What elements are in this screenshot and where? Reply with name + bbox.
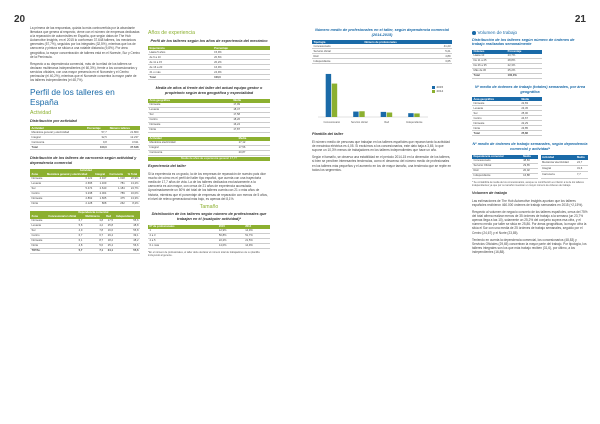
table-header: Órdenes [472, 50, 506, 54]
table-row [472, 131, 542, 136]
table-cell: 41,23 [363, 44, 452, 49]
table-cell: 2.004 [94, 191, 108, 196]
table-cell: 22,2% [217, 238, 243, 243]
table-cell: Centro [30, 233, 47, 238]
table-cell: 475 [108, 196, 126, 201]
table-header: Número talleres [108, 126, 140, 130]
table-cell: Independiente [472, 173, 522, 178]
table-cell: 14,0% [217, 243, 243, 248]
table5-title: Media de años al frente del taller del actual equipo gestor o propietario según área geográfica y especialidad [155, 86, 263, 95]
table-header: Media [520, 97, 542, 101]
table-cell: 55,8 [114, 228, 140, 233]
table-cell: 789 [108, 191, 126, 196]
table-cell: 100,0% [506, 74, 541, 79]
table-cell: 7,8 [84, 228, 105, 233]
table-cell: 5,21 [363, 49, 452, 54]
table-cell: 39,1 [114, 233, 140, 238]
table-cell: 1.469 [94, 181, 108, 186]
table-header: 2015 [217, 225, 243, 229]
table-cell: Noroeste [30, 196, 45, 201]
table-cell: 808 [94, 201, 108, 206]
table-cell: Mecánica general y electricidad [30, 130, 85, 135]
table-cell: 56,6 [114, 243, 140, 248]
table-cell: 22,83 [520, 101, 542, 106]
table-cell: Integral [148, 145, 237, 150]
table-cell: 21.800 [108, 130, 140, 135]
table-cell: 15,9% [213, 50, 270, 55]
table-cell: 3,65 [363, 59, 452, 64]
table-cell: 6,7 [84, 233, 105, 238]
zone-activity-table [30, 169, 140, 207]
left-column-2 [148, 26, 270, 257]
table-cell: TOTAL [30, 248, 47, 253]
table-cell: Sur [30, 228, 47, 233]
table-cell: Noroeste [148, 122, 232, 127]
table-cell: Total [472, 131, 520, 136]
table-cell: Total [472, 74, 506, 79]
chart-legend [432, 85, 443, 93]
table-cell: 48,2 [114, 238, 140, 243]
table-row [472, 173, 538, 178]
staff-dependency-table [312, 40, 452, 64]
category-label: Servicio oficial [350, 121, 368, 125]
table4-title: Perfil de los talleres según los años de experiencia del mecánico [150, 38, 268, 43]
table-cell: Noroeste [472, 121, 520, 126]
orders-table [472, 50, 542, 79]
table-cell: 29,4 [105, 233, 115, 238]
table-cell: 9,8 [85, 140, 108, 145]
table-cell: 13,2% [126, 181, 140, 186]
table-cell: 24,7% [126, 186, 140, 191]
table-cell: Sur [472, 111, 520, 116]
table-cell: Carrocería [148, 150, 237, 155]
table-header: Concesionario/ oficial [47, 215, 84, 219]
table-cell: 23,7% [506, 54, 541, 59]
table-cell: 20,6% [213, 55, 270, 60]
table-cell: 5,8 [47, 223, 84, 228]
table-cell: 1.665 [94, 196, 108, 201]
table-cell: 25,2% [506, 69, 541, 74]
table-cell: 17,58 [232, 112, 270, 117]
table-cell: 51,7% [244, 233, 270, 238]
table-header: Porcentaje [213, 46, 270, 50]
staff-bar-chart [312, 67, 430, 127]
table-cell: Total [30, 145, 85, 150]
bar-2014-1 [359, 112, 364, 118]
table-header: Actividad [148, 137, 237, 141]
table-header: Experiencia [148, 46, 213, 50]
table-cell: Noroeste [472, 101, 520, 106]
table-cell: 4 a 5 [148, 238, 217, 243]
table-cell: 2 a 3 [148, 233, 217, 238]
table-cell: 32,5 [85, 135, 108, 140]
table-cell: 16,6 [105, 228, 115, 233]
table-cell: 24,9% [213, 70, 270, 75]
table-cell: 57,7 [85, 130, 108, 135]
table-cell: 5.474 [45, 186, 93, 191]
table-cell: 16,9% [213, 65, 270, 70]
group-header: Dependencia comercial [47, 211, 140, 215]
table-cell: Mecánica electricidad [148, 141, 237, 146]
table-cell: 3,8 [84, 219, 105, 224]
chart-title: Número medio de profesionales en el taller, según dependencia comercial (2014-2015) [315, 28, 449, 37]
table-cell: Sur [30, 186, 45, 191]
bullet-icon [472, 31, 476, 35]
table-header: Integral [94, 173, 108, 177]
table-cell: 24,7 [575, 160, 588, 166]
table-cell: Noroeste [30, 238, 47, 243]
table-cell: 2.862 [45, 196, 93, 201]
table-cell: 20,2% [213, 60, 270, 65]
table-cell: 7,1 [84, 248, 105, 253]
legend-label: 2015 [436, 85, 444, 90]
table-cell: 16,88 [522, 173, 538, 178]
bar-2015-2 [381, 112, 386, 117]
group-header: Actividad [45, 169, 126, 173]
table-header: Media [575, 155, 588, 160]
activity-years-table [148, 137, 270, 156]
experience-table [148, 46, 270, 80]
table10-title: Nº medio de órdenes de trabajo (totales) semanales, por área geográfica [474, 85, 586, 94]
table-header: Porcentaje [85, 126, 108, 130]
table-header: Actividad [541, 155, 576, 160]
volume-paragraph-2: Respecto al volumen de negocio concreto de los talleres españoles, cerca del 75% del total afirma realizar menos de 35 órdenes de trabajo a la semana (un 23,7% apenas llega a las 10), solamente un 25,2% del conjunto supera esa cifra, y el número medio por taller se sitúa en 25,86. Por áreas geográficas, la mayor cifra la sitúa el Sur con una media de 25 órdenes de trabajo semanales, seguido por el Centro (24,67) y el Norte (23,85). [472, 210, 588, 235]
table-cell: De 11 a 25 [472, 59, 506, 64]
table-header: Independiente [114, 215, 140, 219]
page-number-left: 20 [14, 14, 26, 25]
table-row [30, 201, 140, 206]
legend-label: 2014 [436, 89, 444, 94]
table-cell: 100,0 [85, 145, 108, 150]
table-cell: Centro [148, 117, 232, 122]
table-row [148, 150, 270, 155]
table-cell: 18,26 [232, 117, 270, 122]
table-cell: Concesionario [312, 44, 363, 49]
table-cell: 2.947 [94, 177, 108, 182]
table-cell: 31,6 [575, 166, 588, 172]
table-cell: 22,29 [520, 121, 542, 126]
table-cell: 2.695 [45, 181, 93, 186]
table-cell: 8,2% [126, 201, 140, 206]
table-header: Mecánica general y electricidad [45, 173, 93, 177]
table-cell: Servicio Oficial [472, 163, 522, 168]
table-cell: de 11 a 15 [148, 60, 213, 65]
table-cell: 14,9% [244, 229, 270, 234]
table-row [472, 74, 542, 79]
dependency-activity-tables [472, 155, 588, 179]
table-cell: 20,02 [522, 168, 538, 173]
table-cell: Carrocería [541, 172, 576, 178]
table-cell: 14,9% [244, 243, 270, 248]
table-cell: 37.648 [108, 145, 140, 150]
section-title-tamano: Tamaño [199, 203, 219, 210]
table-cell: Red [312, 54, 363, 59]
table-header: Media [522, 155, 538, 159]
table11-title: Nº medio de órdenes de trabajo semanales, según dependencia comercial y actividad* [472, 142, 588, 152]
table-cell: 48,83 [522, 159, 538, 164]
table-header: Área geográfica [148, 99, 232, 103]
table-cell: Total [148, 75, 213, 80]
experience-subtitle: Experiencia del taller [148, 164, 186, 169]
table-cell: 262 [108, 201, 126, 206]
table-row [30, 248, 140, 253]
table-cell: Sur [148, 112, 232, 117]
table-cell: 17,87 [232, 127, 270, 132]
bar-2014-0 [332, 84, 337, 117]
table-cell: Levante [30, 181, 45, 186]
table-cell: 2.640 [94, 186, 108, 191]
table-cell: Mecánica/ electricidad [541, 160, 576, 166]
table-cell: 1 [148, 229, 217, 234]
right-column-1 [312, 26, 452, 175]
activity-table [30, 126, 140, 150]
table-row [312, 59, 452, 64]
table-cell: Levante [30, 223, 47, 228]
table-cell: 17,5 [105, 219, 115, 224]
table-cell: 23,45 [520, 106, 542, 111]
area-orders-table [472, 97, 542, 136]
table-cell: 3.238 [45, 191, 93, 196]
table-cell: Noroeste [30, 219, 47, 224]
table-cell: Concesionario [472, 159, 522, 164]
table-cell: 3.611 [108, 140, 140, 145]
table-row [541, 172, 588, 178]
table-cell: 4,2 [84, 223, 105, 228]
section-title-experiencia: Años de experiencia [148, 30, 196, 36]
category-label: Independiente [406, 121, 423, 125]
table-header: Multimarca [84, 215, 105, 219]
table-cell: Integral [541, 166, 576, 172]
table-cell: 4,89 [363, 54, 452, 59]
volume-paragraph-1: Las estimaciones de The Hub Automotive Insights apuntan que los talleres españoles recibieron 460.000 órdenes de trabajo semanales en 2015 (+2,15%). [472, 198, 584, 208]
table-cell: Red [472, 168, 522, 173]
table-cell: 6.122 [45, 177, 93, 182]
table-header: Tipología [312, 40, 363, 44]
average-experience-band: Media de años de experiencia general: 17,77 [148, 157, 270, 162]
dependency-orders-table [472, 155, 538, 179]
table-cell: Noroeste [148, 103, 232, 108]
table-cell: 29,65 [522, 163, 538, 168]
table-cell: 55,6 [114, 219, 140, 224]
table-cell: 13,3% [126, 196, 140, 201]
table-header: 2014 [244, 225, 270, 229]
orders-footnote: * Se contabiliza la media de los concesionarios, aunque su contribución es inferior a la de los talleres independientes ya que por su tamaño muestran un mayor número de órdenes de trabajo. [472, 180, 584, 188]
bar-2015-0 [326, 74, 331, 117]
table-cell: 25,86 [520, 131, 542, 136]
table-cell: 6 o más [148, 243, 217, 248]
staff-size-table [148, 225, 270, 249]
staff-footnote: *En el número de profesionales, el taller debe declarar el número total de trabajadores de su plantilla incluyendo al gerente. [148, 250, 260, 257]
table-header: Media [232, 99, 270, 103]
table-cell: 21 o más [148, 70, 213, 75]
table-cell: 7,7 [575, 172, 588, 178]
table-cell: 17,56 [237, 145, 270, 150]
table-cell: 24,67 [520, 116, 542, 121]
table-cell: Norte [30, 201, 45, 206]
bar-2015-1 [353, 112, 358, 117]
table-cell: 16,24 [232, 122, 270, 127]
table-cell: Levante [472, 106, 520, 111]
table-cell: Carrocería [30, 140, 85, 145]
table-cell: 12,9% [217, 229, 243, 234]
table-cell: Centro [30, 191, 45, 196]
table-header: Media [237, 137, 270, 141]
table-header: Zona [30, 215, 47, 219]
table-cell: Hasta 5 años [148, 50, 213, 55]
table-cell: 6,1 [47, 238, 84, 243]
table-cell: 55,6 [114, 248, 140, 253]
staff-subtitle: Plantilla del taller [312, 132, 344, 137]
table-cell: 6,7 [47, 233, 84, 238]
table-cell: 28,8% [506, 59, 541, 64]
table-cell: 23,85 [520, 126, 542, 131]
table-cell: 2.128 [45, 201, 93, 206]
table-cell: 1.018 [108, 177, 126, 182]
table-header: % Total [126, 173, 140, 177]
table-cell: de 16 a 20 [148, 65, 213, 70]
table-cell: 25,4 [105, 243, 115, 248]
page-number-right: 21 [574, 14, 586, 25]
table-cell: 18,2 [105, 238, 115, 243]
table-cell: De 26 a 35 [472, 64, 506, 69]
bar-2014-2 [387, 113, 392, 117]
table-cell: 5,7 [47, 248, 84, 253]
table-cell: 12.237 [108, 135, 140, 140]
table-cell: Levante [148, 107, 232, 112]
table-header: Dependencia comercial [472, 155, 522, 159]
table-row [30, 145, 140, 150]
right-page [300, 0, 600, 424]
staff-paragraph-1: El número medio de personas que trabajan en los talleres españoles que reparan tanto la actividad de mecánica eléctrica es 4,05. Si excluimos a los concesionarios, este dato baja a 3,65, lo que supone un 10,3% menos de trabajadores en los talleres independientes que hace un año. [312, 140, 450, 153]
table-header: Carrocería [108, 173, 126, 177]
intro-paragraph-2: Respecto a su dependencia comercial, más de la mitad de los talleres se declaran multimarca independientes (el 60,3%), frente a los concesionarios y servicios oficiales, con una mayor presencia en el Noroeste y el Centro peninsular (el 40,2%), mientras que el Noroeste concentra la mayor parte de los talleres independientes (el 48,7%). [30, 61, 138, 83]
section-title-volumen: Volumen de trabajo [472, 30, 588, 36]
table-header: Nº de profesionales [148, 225, 217, 229]
volume-paragraph-3: Teniendo en cuenta la dependencia comercial, los concesionarios (48,83) y Servicios Oficiales (29,65) concentran la mayor parte del trabajo. Por tipología, los talleres integrales son los que más trabajo reciben (31,6), por último, a los independientes (16,88). [472, 237, 587, 254]
table-cell: Hasta 10 [472, 54, 506, 59]
table-cell: Servicio oficial [312, 49, 363, 54]
table-cell: 4,9 [47, 228, 84, 233]
table-cell: de 6 a 10 [148, 55, 213, 60]
table-cell: Integral [30, 135, 85, 140]
table-cell: 17,99 [232, 103, 270, 108]
table-cell: Norte [148, 127, 232, 132]
bar-2014-3 [414, 114, 419, 118]
table-cell: 22,3% [506, 64, 541, 69]
table-cell: Norte [472, 126, 520, 131]
table-cell: Noroeste [30, 177, 45, 182]
table-cell: 50,8% [217, 233, 243, 238]
table2-title: Distribución de los talleres de carrocería según actividad y dependencia comercial [30, 156, 137, 166]
table-row [148, 127, 270, 132]
table-cell: 16,0% [126, 191, 140, 196]
table-cell: Norte [30, 243, 47, 248]
intro-paragraph-1: La primera de las respuestas, quizás la más controvertida por la abundante literatura que genera al respecto, viene con el número de empresas dedicadas a la reparación de automóviles en España, que según datos de The Hub Automotive Insights, en el 2015 lo conforman 37.648 talleres, los mecánicos generales (57,7%), seguidos por los integrales (32,5%), mientras que los de carrocería y pintura se sitúan a una notable distancia (9,8%). Por área geográfica, la mayor concentración de talleres está en el Noreste, Sur y Centro de la Península. [30, 26, 140, 59]
legend-item-2014 [432, 89, 443, 93]
bar-2015-3 [408, 114, 413, 118]
right-column-2 [472, 26, 588, 257]
volume-subtitle: Volumen de trabajo [472, 191, 508, 196]
table-header: Porcentaje [506, 50, 541, 54]
activity-orders-table [541, 155, 588, 179]
section-title-actividad: Actividad [30, 110, 52, 117]
table9-title: Distribución de los talleres según número de órdenes de trabajo realizadas semanalmente [472, 37, 575, 47]
table-cell: 4,8 [47, 243, 84, 248]
table-cell: 24,1 [105, 248, 115, 253]
table-cell: 25,8 [105, 223, 115, 228]
table-header: Actividad [30, 126, 85, 130]
experience-paragraph: Si la experiencia es un grado, la de los empresas de reparación de nuestro país dice mucho de cómo es el perfil del taller tipo español, que cuenta con una trayectoria media de 17,7 años de vida. La de los talleres dedicados exclusivamente a la carrocería es aún mayor, con cerca de 21 años de experiencia acumulada. Aproximadamente un 50% del total de los talleres cuenta con 21 o más años de historia, mientras que el porcentaje de empresas de reparación con menos de 5 años, el nivel de relevo generacional más bajo, es apenas del 8,1%. [148, 172, 268, 201]
table-cell: 6,7 [47, 219, 84, 224]
table-cell: 21,5% [244, 238, 270, 243]
table-header: Red [105, 215, 115, 219]
table-cell: 20,87 [237, 150, 270, 155]
area-years-table [148, 99, 270, 133]
table-cell: 26,9% [126, 177, 140, 182]
table-cell: 25,00 [520, 111, 542, 116]
table-row [148, 75, 270, 80]
table-cell: 18,47 [232, 107, 270, 112]
table1-title: Distribución por actividad [30, 118, 77, 123]
table-cell: 48,8 [114, 223, 140, 228]
table-header: Área geográfica [472, 97, 520, 101]
left-column-1 [30, 26, 140, 254]
main-title: Perfil de los talleres en España [30, 87, 115, 108]
table7-title: Distribución de los talleres según número de profesionales que trabajan en él (cualquier actividad)* [151, 212, 267, 221]
table-cell: 17,12 [237, 141, 270, 146]
table-cell: Centro [472, 116, 520, 121]
zone-dependency-table [30, 211, 140, 254]
table-header: Zona [30, 173, 45, 177]
table-row [148, 243, 270, 248]
table-header: Número de profesionales [363, 40, 452, 44]
table-cell: 100,0 [213, 75, 270, 80]
bar-chart-container [312, 67, 452, 127]
table-cell: 781 [108, 181, 126, 186]
table-cell: Independiente [312, 59, 363, 64]
table-cell: 5,6 [84, 243, 105, 248]
staff-paragraph-2: Según el tamaño, se observa una estabilidad en el periodo 2014-15 en la dimensión de los talleres, si bien se perciben interesantes tendencias, como el descenso del número medio de profesionales en los talleres más pequeños y el aumento en los de mayor tamaño, una tendencia que se repite en todos los segmentos. [312, 155, 452, 172]
table-cell: 8,7 [84, 238, 105, 243]
table-cell: Más de 36 [472, 69, 506, 74]
category-label: Concesionario [323, 121, 341, 125]
table-cell: 1.184 [108, 186, 126, 191]
category-label: Red [384, 121, 390, 125]
